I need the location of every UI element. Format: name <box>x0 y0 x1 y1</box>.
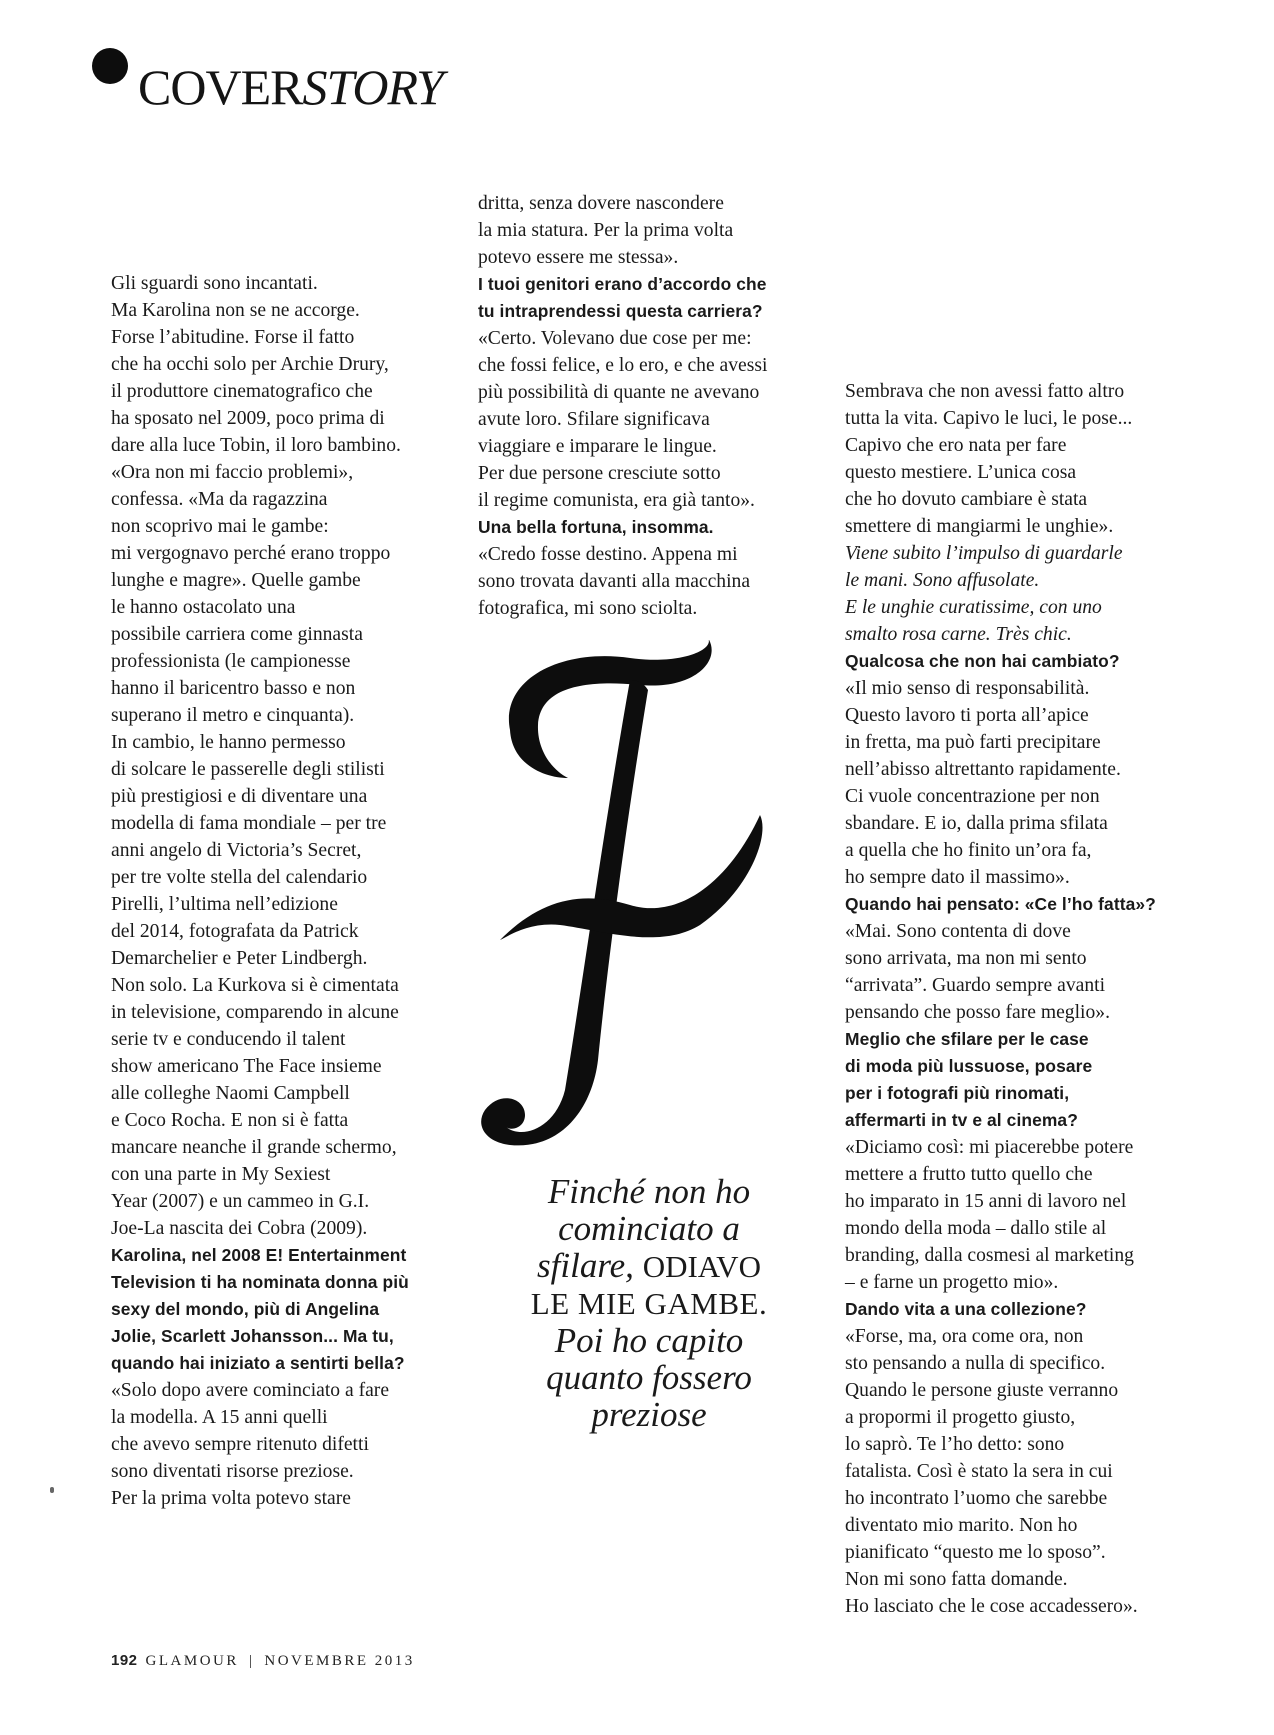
body-line: «Diciamo così: mi piacerebbe potere <box>845 1137 1134 1158</box>
body-line: ho incontrato l’uomo che sarebbe <box>845 1488 1108 1509</box>
body-line: Non mi sono fatta domande. <box>845 1569 1068 1590</box>
body-line: il produttore cinematografico che <box>111 381 373 402</box>
body-line: smettere di mangiarmi le unghie». <box>845 516 1114 537</box>
body-line: fotografica, mi sono sciolta. <box>478 598 698 619</box>
pull-quote-line: Finché non ho <box>547 1172 751 1211</box>
body-line: in fretta, ma può farti precipitare <box>845 732 1101 753</box>
body-line: le hanno ostacolato una <box>111 597 296 618</box>
body-line: sono trovata davanti alla macchina <box>478 571 751 592</box>
body-line: «Certo. Volevano due cose per me: <box>478 328 752 349</box>
section-title-plain: COVER <box>138 59 303 115</box>
body-line: “arrivata”. Guardo sempre avanti <box>845 975 1106 996</box>
body-line: superano il metro e cinquanta). <box>111 705 355 726</box>
body-line: che fossi felice, e lo ero, e che avessi <box>478 355 768 376</box>
page-number: 192 <box>111 1652 138 1669</box>
body-line: nell’abisso altrettanto rapidamente. <box>845 759 1121 780</box>
body-line: a quella che ho finito un’ora fa, <box>845 840 1092 861</box>
body-line: tutta la vita. Capivo le luci, le pose... <box>845 408 1133 429</box>
pull-quote-line: cominciato a <box>558 1209 740 1248</box>
question-line: I tuoi genitori erano d’accordo che <box>478 274 767 294</box>
body-line: Per due persone cresciute sotto <box>478 463 721 484</box>
body-line: «Solo dopo avere cominciato a fare <box>111 1380 390 1401</box>
body-line: Ma Karolina non se ne accorge. <box>111 300 360 321</box>
question-line: Jolie, Scarlett Johansson... Ma tu, <box>111 1326 394 1346</box>
body-line: il regime comunista, era già tanto». <box>478 490 755 511</box>
body-line: ha sposato nel 2009, poco prima di <box>111 408 385 429</box>
body-line: show americano The Face insieme <box>111 1056 382 1077</box>
body-line: «Credo fosse destino. Appena mi <box>478 544 738 565</box>
body-line: di solcare le passerelle degli stilisti <box>111 759 385 780</box>
body-line: Non solo. La Kurkova si è cimentata <box>111 975 399 996</box>
body-line: mancare neanche il grande schermo, <box>111 1137 397 1158</box>
body-line: dritta, senza dovere nascondere <box>478 193 724 214</box>
body-line: che avevo sempre ritenuto difetti <box>111 1434 369 1455</box>
magazine-name: GLAMOUR <box>145 1653 239 1669</box>
article-column-1 <box>111 270 441 1512</box>
body-line: Ho lasciato che le cose accadessero». <box>845 1596 1138 1617</box>
body-line: del 2014, fotografata da Patrick <box>111 921 359 942</box>
body-line: per tre volte stella del calendario <box>111 867 368 888</box>
pull-quote-line: quanto fossero <box>546 1358 752 1397</box>
body-line: ho imparato in 15 anni di lavoro nel <box>845 1191 1127 1212</box>
pull-quote-line: Poi ho capito <box>554 1321 744 1360</box>
body-line: confessa. «Ma da ragazzina <box>111 489 328 510</box>
question-line: Meglio che sfilare per le case <box>845 1029 1089 1049</box>
body-line: Year (2007) e un cammeo in G.I. <box>111 1191 370 1212</box>
body-line: mi vergognavo perché erano troppo <box>111 543 391 564</box>
question-line: affermarti in tv e al cinema? <box>845 1110 1078 1130</box>
question-line: sexy del mondo, più di Angelina <box>111 1299 380 1319</box>
script-letter-f-icon <box>480 640 830 1160</box>
body-line: con una parte in My Sexiest <box>111 1164 331 1185</box>
body-line: diventato mio marito. Non ho <box>845 1515 1078 1536</box>
italic-line: smalto rosa carne. Très chic. <box>845 624 1072 645</box>
question-line: quando hai iniziato a sentirti bella? <box>111 1353 405 1373</box>
body-line: sto pensando a nulla di specifico. <box>845 1353 1106 1374</box>
body-line: ho sempre dato il massimo». <box>845 867 1070 888</box>
question-line: Karolina, nel 2008 E! Entertainment <box>111 1245 407 1265</box>
body-line: la modella. A 15 anni quelli <box>111 1407 328 1428</box>
body-line: mettere a frutto tutto quello che <box>845 1164 1093 1185</box>
body-line: Questo lavoro ti porta all’apice <box>845 705 1089 726</box>
body-line: in televisione, comparendo in alcune <box>111 1002 399 1023</box>
pull-quote-line: preziose <box>591 1395 707 1434</box>
body-line: «Mai. Sono contenta di dove <box>845 921 1071 942</box>
section-bullet <box>92 48 128 84</box>
page-footer <box>111 1652 415 1670</box>
italic-line: Viene subito l’impulso di guardarle <box>845 543 1123 564</box>
body-line: viaggiare e imparare le lingue. <box>478 436 717 457</box>
body-line: Gli sguardi sono incantati. <box>111 273 318 294</box>
article-column-2 <box>478 190 823 622</box>
body-line: hanno il baricentro basso e non <box>111 678 356 699</box>
body-line: che ha occhi solo per Archie Drury, <box>111 354 389 375</box>
question-line: di moda più lussuose, posare <box>845 1056 1093 1076</box>
italic-line: le mani. Sono affusolate. <box>845 570 1040 591</box>
body-line: professionista (le campionesse <box>111 651 351 672</box>
body-line: la mia statura. Per la prima volta <box>478 220 734 241</box>
body-line: lo saprò. Te l’ho detto: sono <box>845 1434 1065 1455</box>
body-line: Capivo che ero nata per fare <box>845 435 1067 456</box>
body-line: Sembrava che non avessi fatto altro <box>845 381 1125 402</box>
body-line: più prestigiosi e di diventare una <box>111 786 368 807</box>
body-line: Ci vuole concentrazione per non <box>845 786 1100 807</box>
body-line: pianificato “questo me lo sposo”. <box>845 1542 1106 1563</box>
body-line: «Ora non mi faccio problemi», <box>111 462 354 483</box>
body-line: Joe-La nascita dei Cobra (2009). <box>111 1218 368 1239</box>
question-line: Television ti ha nominata donna più <box>111 1272 409 1292</box>
body-line: alle colleghe Naomi Campbell <box>111 1083 350 1104</box>
pull-quote-caps-line: LE MIE GAMBE. <box>530 1286 768 1321</box>
body-line: più possibilità di quante ne avevano <box>478 382 760 403</box>
drop-cap-crossbar <box>500 815 763 940</box>
question-line: tu intraprendessi questa carriera? <box>478 301 763 321</box>
body-line: sbandare. E io, dalla prima sfilata <box>845 813 1108 834</box>
pull-quote-caps: ODIAVO <box>642 1249 761 1284</box>
body-line: potevo essere me stessa». <box>478 247 679 268</box>
pull-quote-line <box>484 1247 814 1285</box>
footer-separator: | <box>248 1653 255 1669</box>
body-line: anni angelo di Victoria’s Secret, <box>111 840 362 861</box>
question-line: Qualcosa che non hai cambiato? <box>845 651 1120 671</box>
body-line: a propormi il progetto giusto, <box>845 1407 1076 1428</box>
body-line: Quando le persone giuste verranno <box>845 1380 1119 1401</box>
section-title <box>138 59 443 115</box>
body-line: che ho dovuto cambiare è stata <box>845 489 1088 510</box>
question-line: Una bella fortuna, insomma. <box>478 517 714 537</box>
section-title-italic: STORY <box>302 59 443 115</box>
body-line: In cambio, le hanno permesso <box>111 732 346 753</box>
body-line: branding, dalla cosmesi al marketing <box>845 1245 1134 1266</box>
scan-speck <box>50 1487 54 1493</box>
drop-cap-top-stroke <box>509 640 712 778</box>
body-line: e Coco Rocha. E non si è fatta <box>111 1110 349 1131</box>
body-line: mondo della moda – dallo stile al <box>845 1218 1107 1239</box>
body-line: serie tv e conducendo il talent <box>111 1029 346 1050</box>
question-line: Quando hai pensato: «Ce l’ho fatta»? <box>845 894 1156 914</box>
body-line: questo mestiere. L’unica cosa <box>845 462 1077 483</box>
body-line: pensando che posso fare meglio». <box>845 1002 1110 1023</box>
body-line: – e farne un progetto mio». <box>845 1272 1059 1293</box>
italic-line: E le unghie curatissime, con uno <box>845 597 1102 618</box>
body-line: lunghe e magre». Quelle gambe <box>111 570 361 591</box>
question-line: Dando vita a una collezione? <box>845 1299 1087 1319</box>
pull-quote-word: sfilare, <box>537 1246 634 1285</box>
issue-date: NOVEMBRE 2013 <box>264 1653 415 1669</box>
body-line: Per la prima volta potevo stare <box>111 1488 351 1509</box>
body-line: Forse l’abitudine. Forse il fatto <box>111 327 355 348</box>
body-line: dare alla luce Tobin, il loro bambino. <box>111 435 401 456</box>
body-line: sono arrivata, ma non mi sento <box>845 948 1087 969</box>
body-line: modella di fama mondiale – per tre <box>111 813 387 834</box>
article-column-3 <box>845 378 1190 1620</box>
body-line: «Forse, ma, ora come ora, non <box>845 1326 1084 1347</box>
body-line: sono diventati risorse preziose. <box>111 1461 354 1482</box>
body-line: possibile carriera come ginnasta <box>111 624 363 645</box>
body-line: fatalista. Così è stato la sera in cui <box>845 1461 1113 1482</box>
body-line: non scoprivo mai le gambe: <box>111 516 329 537</box>
body-line: Pirelli, l’ultima nell’edizione <box>111 894 338 915</box>
body-line: «Il mio senso di responsabilità. <box>845 678 1090 699</box>
body-line: avute loro. Sfilare significava <box>478 409 710 430</box>
question-line: per i fotografi più rinomati, <box>845 1083 1070 1103</box>
pull-quote <box>484 1173 814 1433</box>
body-line: Demarchelier e Peter Lindbergh. <box>111 948 368 969</box>
